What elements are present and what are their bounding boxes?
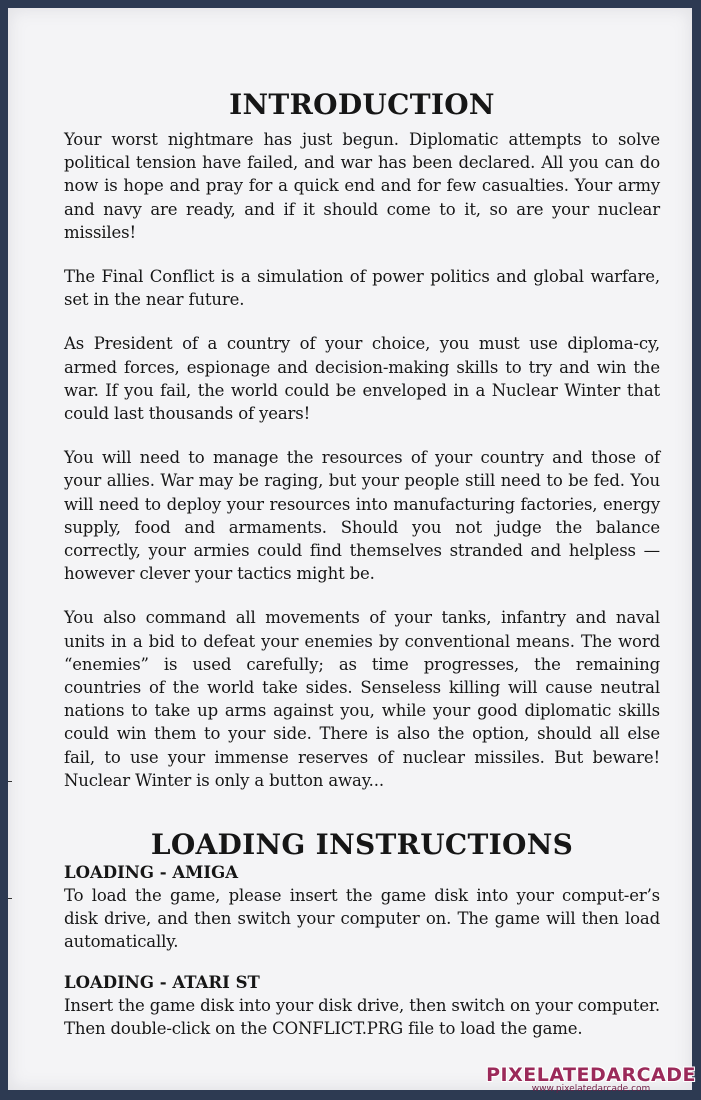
- loading-amiga-text: To load the game, please insert the game disk into your comput-er’s disk drive, and then switch your computer on. The game will then load automatically.: [64, 886, 660, 952]
- loading-instructions-title: LOADING INSTRUCTIONS: [150, 828, 574, 862]
- manual-page: [8, 8, 692, 1090]
- loading-amiga-heading: LOADING - AMIGA: [64, 863, 238, 883]
- loading-atari-text: Insert the game disk into your disk drive, then switch on your computer. Then double-click on the CONFLICT.PRG file to load the game.: [64, 995, 660, 1038]
- introduction-title: INTRODUCTION: [229, 88, 495, 121]
- binding-mark: [8, 898, 12, 899]
- loading-atari-heading: LOADING - ATARI ST: [64, 972, 260, 992]
- bleed-through-text: [68, 68, 668, 88]
- intro-paragraph-2: The Final Conflict is a simulation of power politics and global warfare, set in the near future.: [64, 267, 660, 310]
- binding-mark: [8, 781, 12, 782]
- watermark-url: www.pixelatedarcade.com: [531, 1084, 651, 1094]
- page-content: [64, 88, 660, 1040]
- intro-paragraph-3: As President of a country of your choice, you must use diploma-cy, armed forces, espionage and decision-making skills to try and win the war. If you fail, the world could be enveloped in a Nuclear Winter that could last thousands of years!: [64, 334, 660, 424]
- watermark-name: PIXELATEDARCADE: [486, 1064, 696, 1086]
- intro-paragraph-5: You also command all movements of your tanks, infantry and naval units in a bid to defeat your enemies by conventional means. The word “enemies” is used carefully; as time progresses, the remaining countries of the world take sides. Senseless killing will cause neutral nations to take up arms against you, while your good diplomatic skills could win them to your side. There is also the option, should all else fail, to use your immense reserves of nuclear missiles. But beware! Nuclear Winter is only a button away...: [64, 608, 660, 790]
- intro-paragraph-1: Your worst nightmare has just begun. Diplomatic attempts to solve political tension have failed, and war has been declared. All you can do now is hope and pray for a quick end and for few casualties. Your army and navy are ready, and if it should come to it, so are your nuclear missiles!: [64, 130, 660, 242]
- watermark: [486, 1064, 696, 1094]
- intro-paragraph-4: You will need to manage the resources of your country and those of your allies. War may be raging, but your people still need to be fed. You will need to deploy your resources into manufacturing factories, energy supply, food and armaments. Should you not judge the balance correctly, your armies could find themselves stranded and helpless — however clever your tactics might be.: [64, 448, 660, 584]
